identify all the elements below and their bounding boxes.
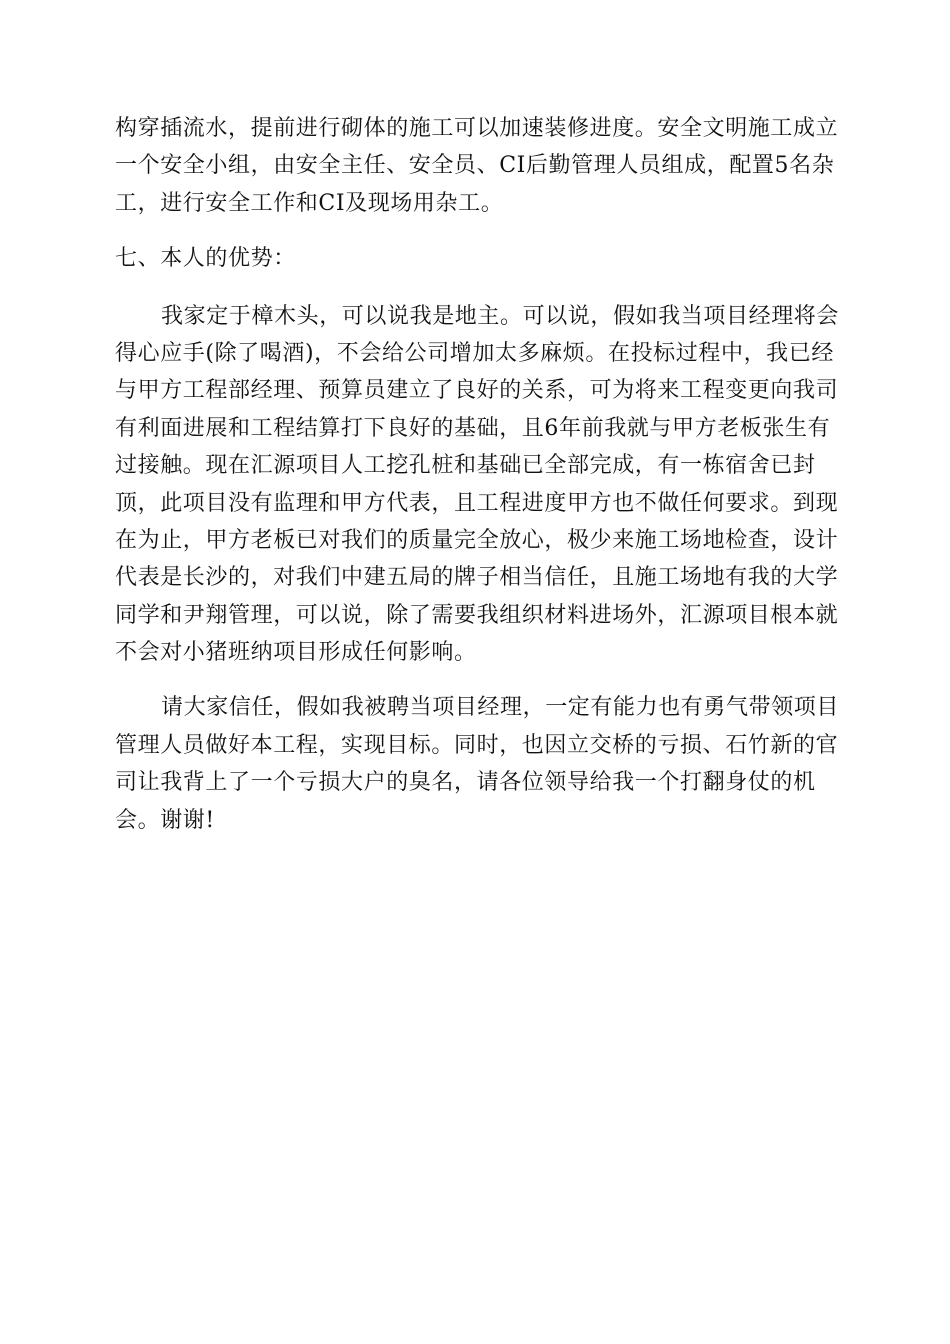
text-line: 会。谢谢!	[115, 807, 215, 833]
text-line-content: 我家定于樟木头，可以说我是地主。可以说，假如我当项目经理将会	[161, 303, 840, 329]
paragraph-closing	[115, 689, 840, 839]
section-heading-text: 七、本人的优势：	[115, 246, 296, 272]
text-line: 顶，此项目没有监理和甲方代表，且工程进度甲方也不做任何要求。到现	[115, 490, 839, 516]
text-line: 得心应手(除了喝酒)，不会给公司增加太多麻烦。在投标过程中，我已经	[115, 340, 834, 366]
text-line: 司让我背上了一个亏损大户的臭名，请各位领导给我一个打翻身仗的机	[115, 770, 816, 796]
text-line: 工，进行安全工作和CI及现场用杂工。	[115, 190, 504, 216]
text-line: 过接触。现在汇源项目人工挖孔桩和基础已全部完成，有一栋宿舍已封	[115, 453, 816, 479]
text-line-content: 请大家信任，假如我被聘当项目经理，一定有能力也有勇气带领项目	[161, 695, 840, 721]
text-line	[115, 298, 840, 335]
text-line: 同学和尹翔管理，可以说，除了需要我组织材料进场外，汇源项目根本就	[115, 602, 839, 628]
text-line: 有利面进展和工程结算打下良好的基础，且6年前我就与甲方老板张生有	[115, 415, 831, 441]
paragraph-advantages	[115, 298, 840, 672]
text-line: 在为止，甲方老板已对我们的质量完全放心，极少来施工场地检查，设计	[115, 527, 839, 553]
paragraph-construction-plan	[115, 110, 839, 222]
text-line: 构穿插流水，提前进行砌体的施工可以加速装修进度。安全文明施工成立	[115, 116, 839, 141]
document-body	[115, 110, 840, 857]
text-line: 不会对小猪班纳项目形成任何影响。	[115, 640, 477, 666]
text-line: 代表是长沙的，对我们中建五局的牌子相当信任，且施工场地有我的大学	[115, 565, 839, 591]
text-line: 一个安全小组，由安全主任、安全员、CI后勤管理人员组成，配置5名杂	[115, 153, 835, 179]
text-line: 与甲方工程部经理、预算员建立了良好的关系，可为将来工程变更向我司	[115, 378, 839, 404]
section-heading	[115, 240, 835, 277]
text-line	[115, 689, 840, 726]
text-line: 管理人员做好本工程，实现目标。同时，也因立交桥的亏损、石竹新的官	[115, 732, 839, 758]
